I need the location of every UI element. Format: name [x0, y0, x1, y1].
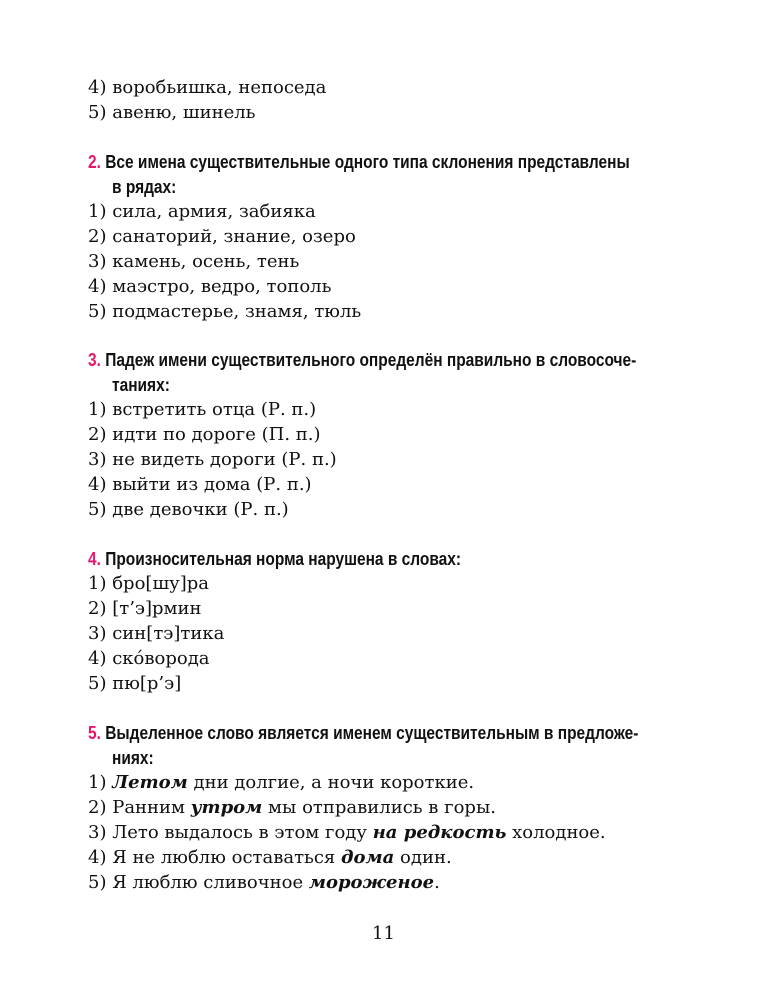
- question-5-heading-cont: [112, 746, 154, 770]
- question-number: 5.: [88, 723, 101, 743]
- question-5-heading: [88, 721, 638, 745]
- question-5-option-1: 1) Летом дни долгие, а ночи короткие.: [88, 772, 475, 793]
- question-text: ниях:: [112, 748, 154, 768]
- question-text: Падеж имени существительного определён правильно в словосоче-: [105, 350, 637, 370]
- question-5-option-2: 2) Ранним утром мы отправились в горы.: [88, 797, 496, 818]
- highlighted-word: Летом: [112, 772, 188, 793]
- question-5-option-3: 3) Лето выдалось в этом году на редкость холодное.: [88, 822, 606, 843]
- highlighted-word: дома: [341, 847, 395, 868]
- question-2-heading-cont: [112, 175, 176, 199]
- question-text: таниях:: [112, 375, 170, 395]
- highlighted-word: мороженое: [308, 872, 435, 893]
- question-text: Произносительная норма нарушена в словах:: [105, 549, 462, 569]
- question-5-option-4: 4) Я не люблю оставаться дома один.: [88, 847, 452, 868]
- intro-option-4: [88, 76, 326, 100]
- question-4-option-5: 5) пю[р’э]: [88, 673, 182, 694]
- question-3-heading: [88, 348, 636, 372]
- question-2-option-5: 5) подмастерье, знамя, тюль: [88, 301, 362, 322]
- question-2-heading: [88, 150, 630, 174]
- question-3-option-5: 5) две девочки (Р. п.): [88, 499, 289, 520]
- question-5-option-5: 5) Я люблю сливочное мороженое.: [88, 872, 440, 893]
- question-4-option-4: 4) ско́ворода: [88, 648, 210, 669]
- page-number: 11: [372, 923, 395, 944]
- question-4-option-3: 3) син[тэ]тика: [88, 623, 225, 644]
- question-number: 3.: [88, 350, 101, 370]
- highlighted-word: на редкость: [372, 822, 507, 843]
- option-text: воробьишка, непоседа: [112, 77, 327, 98]
- question-2-option-4: 4) маэстро, ведро, тополь: [88, 276, 332, 297]
- intro-option-5: [88, 101, 255, 125]
- question-3-option-1: 1) встретить отца (Р. п.): [88, 399, 317, 420]
- question-3-option-3: 3) не видеть дороги (Р. п.): [88, 449, 337, 470]
- question-3-option-4: 4) выйти из дома (Р. п.): [88, 474, 312, 495]
- question-4-heading: [88, 547, 461, 571]
- question-text: Все имена существительные одного типа склонения представлены: [105, 152, 630, 172]
- question-4-option-2: 2) [т’э]рмин: [88, 598, 202, 619]
- question-3-heading-cont: [112, 373, 170, 397]
- question-3-option-2: 2) идти по дороге (П. п.): [88, 424, 321, 445]
- question-2-option-1: 1) сила, армия, забияка: [88, 201, 316, 222]
- question-2-option-3: 3) камень, осень, тень: [88, 251, 300, 272]
- highlighted-word: утром: [190, 797, 263, 818]
- question-text: в рядах:: [112, 177, 177, 197]
- question-text: Выделенное слово является именем существительным в предложе-: [105, 723, 639, 743]
- question-number: 4.: [88, 549, 101, 569]
- option-number: 4): [88, 77, 107, 98]
- option-number: 5): [88, 102, 107, 123]
- question-number: 2.: [88, 152, 101, 172]
- question-2-option-2: 2) санаторий, знание, озеро: [88, 226, 356, 247]
- option-text: авеню, шинель: [112, 102, 256, 123]
- question-4-option-1: 1) бро[шу]ра: [88, 573, 210, 594]
